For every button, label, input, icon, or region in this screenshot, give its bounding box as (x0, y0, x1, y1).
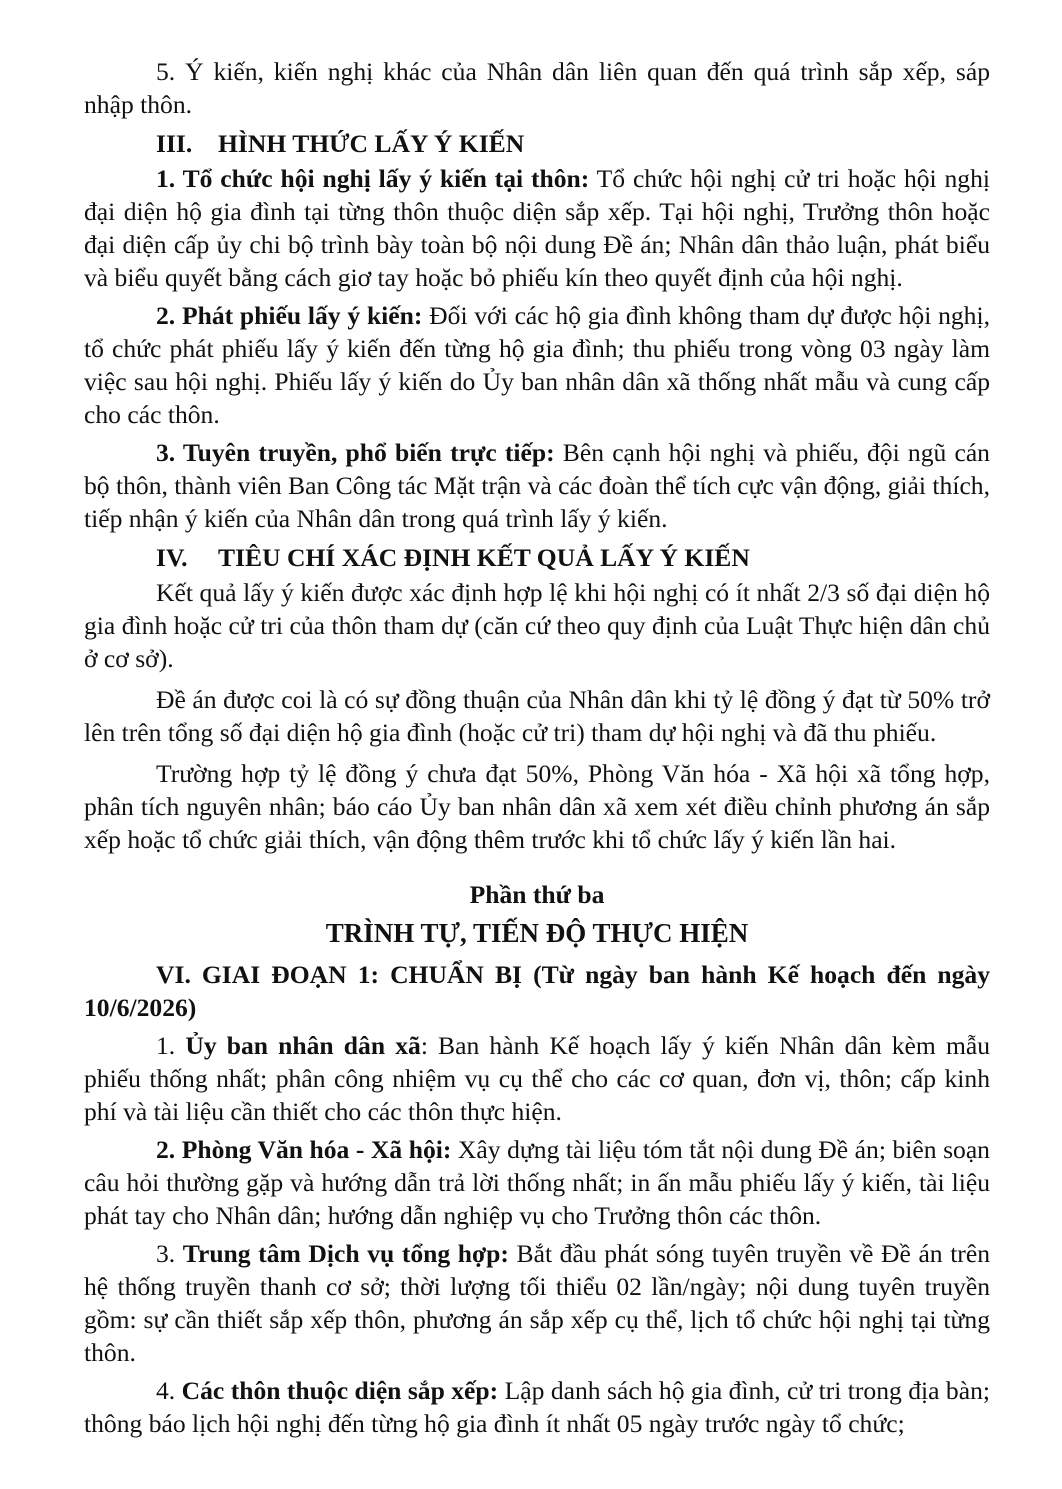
phase1-item-1-num: 1. (156, 1031, 186, 1060)
sec3-item-1-text: Tổ chức hội nghị cử tri hoặc hội nghị đại diện hộ gia đình tại từng thôn thuộc diện sắp xếp. Tại hội nghị, Trưởng thôn hoặc đại diện cấp ủy chi bộ trình bày toàn bộ nội dung Đề án; Nhân dân thảo luận, phát biểu và biểu quyết bằng cách giơ tay hoặc bỏ phiếu kín theo quyết định của hội nghị. (84, 164, 990, 292)
phase1-item-4 (84, 1374, 990, 1440)
sec3-item-3-text: Bên cạnh hội nghị và phiếu, đội ngũ cán bộ thôn, thành viên Ban Công tác Mặt trận và các đoàn thể tích cực vận động, giải thích, tiếp nhận ý kiến của Nhân dân trong quá trình lấy ý kiến. (84, 438, 990, 533)
phase1-item-4-num: 4. (156, 1376, 182, 1405)
section-3-heading (84, 127, 990, 160)
sec4-paragraph-3: Trường hợp tỷ lệ đồng ý chưa đạt 50%, Phòng Văn hóa - Xã hội xã tổng hợp, phân tích nguyên nhân; báo cáo Ủy ban nhân dân xã xem xét điều chỉnh phương án sắp xếp hoặc tổ chức giải thích, vận động thêm trước khi tổ chức lấy ý kiến lần hai. (84, 759, 990, 854)
section-4-roman: IV. (156, 543, 188, 572)
phase1-item-1-text: : Ban hành Kế hoạch lấy ý kiến Nhân dân kèm mẫu phiếu thống nhất; phân công nhiệm vụ cụ thể cho các cơ quan, đơn vị, thôn; cấp kinh phí và tài liệu cần thiết cho các thôn thực hiện. (84, 1031, 991, 1126)
sec3-item-1 (84, 162, 990, 294)
phase1-item-2-text: Xây dựng tài liệu tóm tắt nội dung Đề án; biên soạn câu hỏi thường gặp và hướng dẫn trả lời thống nhất; in ấn mẫu phiếu lấy ý kiến, tài liệu phát tay cho Nhân dân; hướng dẫn nghiệp vụ cho Trưởng thôn các thôn. (84, 1135, 990, 1230)
section-4-heading (84, 541, 990, 574)
phase1-item-2 (84, 1133, 990, 1232)
sec4-paragraph-2: Đề án được coi là có sự đồng thuận của Nhân dân khi tỷ lệ đồng ý đạt từ 50% trở lên trên tổng số đại diện hộ gia đình (hoặc cử tri) tham dự hội nghị và đã thu phiếu. (84, 685, 990, 747)
sec3-item-2 (84, 299, 990, 431)
phase1-item-4-text: Lập danh sách hộ gia đình, cử tri trong địa bàn; thông báo lịch hội nghị đến từng hộ gia đình ít nhất 05 ngày trước ngày tổ chức; (84, 1376, 990, 1438)
section-4-title: TIÊU CHÍ XÁC ĐỊNH KẾT QUẢ LẤY Ý KIẾN (218, 543, 750, 572)
phase1-item-4-lead: Các thôn thuộc diện sắp xếp: (181, 1376, 499, 1405)
phase1-item-3-lead: Trung tâm Dịch vụ tổng hợp: (182, 1239, 509, 1268)
phase1-item-3-text: Bắt đầu phát sóng tuyên truyền về Đề án trên hệ thống truyền thanh cơ sở; thời lượng tối thiểu 02 lần/ngày; nội dung tuyên truyền gồm: sự cần thiết sắp xếp thôn, phương án sắp xếp cụ thể, lịch tổ chức hội nghị tại từng thôn. (84, 1239, 990, 1367)
section-3-title: HÌNH THỨC LẤY Ý KIẾN (218, 129, 525, 158)
part-title: TRÌNH TỰ, TIẾN ĐỘ THỰC HIỆN (325, 918, 749, 948)
sec3-item-3 (84, 436, 990, 535)
phase1-item-1-lead: Ủy ban nhân dân xã (185, 1031, 421, 1060)
phase-1-heading: VI. GIAI ĐOẠN 1: CHUẨN BỊ (Từ ngày ban hành Kế hoạch đến ngày 10/6/2026) (84, 960, 990, 1022)
phase1-item-3-num: 3. (156, 1239, 183, 1268)
sec3-item-1-lead: 1. Tổ chức hội nghị lấy ý kiến tại thôn: (156, 164, 590, 193)
sec3-item-2-text: Đối với các hộ gia đình không tham dự được hội nghị, tổ chức phát phiếu lấy ý kiến đến từng hộ gia đình; thu phiếu trong vòng 03 ngày làm việc sau hội nghị. Phiếu lấy ý kiến do Ủy ban nhân dân xã thống nhất mẫu và cung cấp cho các thôn. (84, 301, 990, 429)
phase1-item-1 (84, 1029, 990, 1128)
phase1-item-2-lead: 2. Phòng Văn hóa - Xã hội: (156, 1135, 452, 1164)
sec4-paragraph-1: Kết quả lấy ý kiến được xác định hợp lệ khi hội nghị có ít nhất 2/3 số đại diện hộ gia đình hoặc cử tri của thôn tham dự (căn cứ theo quy định của Luật Thực hiện dân chủ ở cơ sở). (84, 578, 990, 673)
sec3-item-2-lead: 2. Phát phiếu lấy ý kiến: (156, 301, 423, 330)
part-label: Phần thứ ba (469, 880, 605, 909)
section-3-roman: III. (156, 129, 193, 158)
sec3-item-3-lead: 3. Tuyên truyền, phổ biến trực tiếp: (156, 438, 555, 467)
item-5-paragraph: 5. Ý kiến, kiến nghị khác của Nhân dân liên quan đến quá trình sắp xếp, sáp nhập thôn. (84, 57, 990, 119)
phase1-item-3 (84, 1237, 990, 1369)
